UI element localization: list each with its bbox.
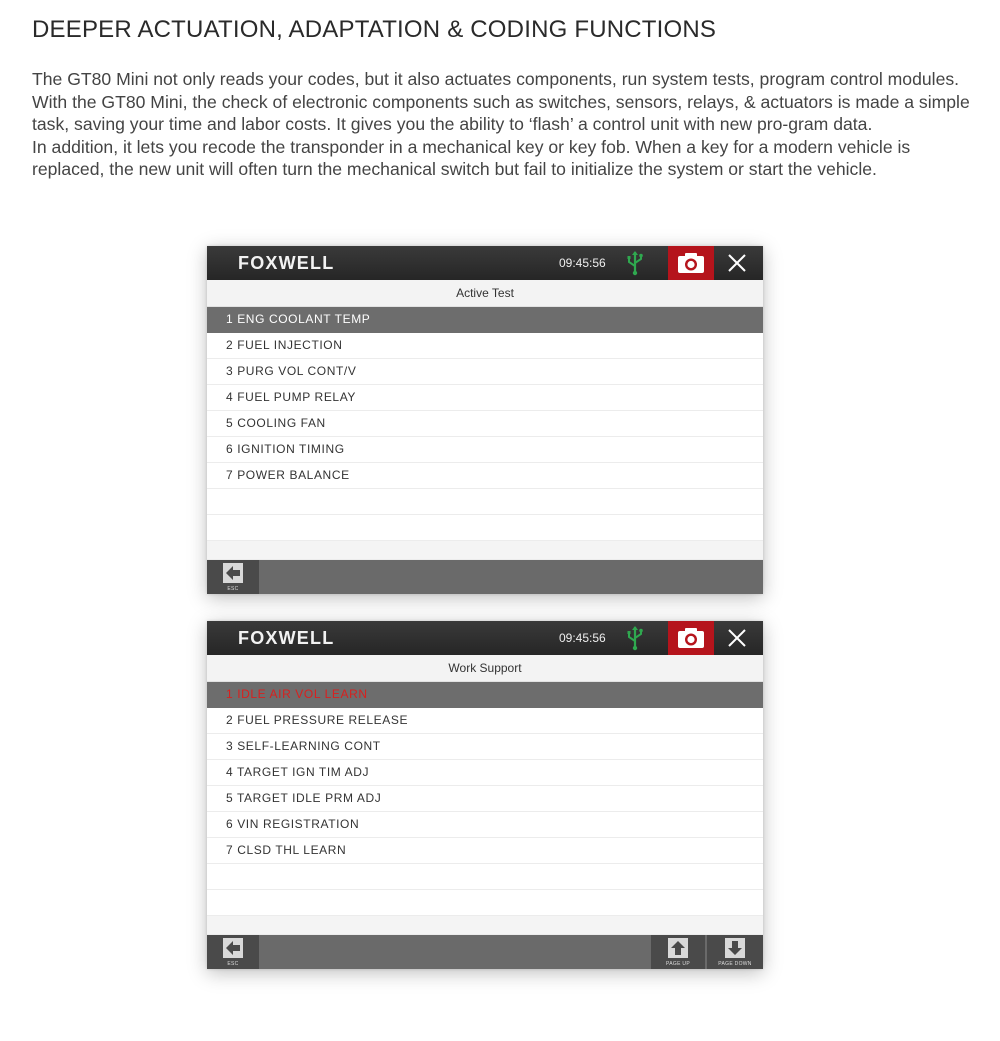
usb-icon bbox=[625, 250, 645, 276]
close-button[interactable] bbox=[725, 251, 749, 275]
usb-icon bbox=[625, 625, 645, 651]
esc-label: ESC bbox=[227, 961, 239, 967]
screenshot-button[interactable] bbox=[668, 246, 714, 280]
menu-item[interactable]: 2 FUEL PRESSURE RELEASE bbox=[207, 708, 763, 734]
menu-item[interactable]: 7 POWER BALANCE bbox=[207, 463, 763, 489]
esc-button[interactable] bbox=[207, 560, 259, 594]
arrow-down-icon bbox=[725, 938, 745, 958]
screenshot-button[interactable] bbox=[668, 621, 714, 655]
empty-row bbox=[207, 864, 763, 890]
esc-button[interactable] bbox=[207, 935, 259, 969]
empty-row bbox=[207, 916, 763, 935]
menu-item[interactable]: 5 TARGET IDLE PRM ADJ bbox=[207, 786, 763, 812]
close-icon bbox=[725, 251, 749, 275]
clock-time: 09:45:56 bbox=[559, 256, 606, 270]
intro-paragraph-2: In addition, it lets you recode the transponder in a mechanical key or key fob. When a key for a modern vehicle is replaced, the new unit will often turn the mechanical switch but fail to initialize the system or start the vehicle. bbox=[32, 136, 911, 179]
intro-paragraph-1: The GT80 Mini not only reads your codes, but it also actuates components, run system tests, program control modules. With the GT80 Mini, the check of electronic components such as switches, sensors, relays, & actuators is made a simple task, saving your time and labor costs. It gives you the ability to ‘flash’ a control unit with new pro-gram data. bbox=[32, 69, 970, 134]
menu-item[interactable]: 1 ENG COOLANT TEMP bbox=[207, 307, 763, 333]
arrow-up-icon bbox=[668, 938, 688, 958]
camera-icon bbox=[677, 627, 705, 649]
arrow-left-icon bbox=[223, 563, 243, 583]
device-footer bbox=[207, 935, 763, 969]
close-button[interactable] bbox=[725, 626, 749, 650]
empty-row bbox=[207, 515, 763, 541]
foxwell-logo: FOXWELL bbox=[238, 253, 335, 273]
menu-item[interactable]: 3 PURG VOL CONT/V bbox=[207, 359, 763, 385]
clock-time: 09:45:56 bbox=[559, 631, 606, 645]
page-down-label: PAGE DOWN bbox=[718, 961, 752, 967]
screen-title: Work Support bbox=[207, 655, 763, 682]
empty-row bbox=[207, 890, 763, 916]
menu-item[interactable]: 4 FUEL PUMP RELAY bbox=[207, 385, 763, 411]
device-screen-work-support bbox=[207, 621, 763, 969]
device-screen-active-test bbox=[207, 246, 763, 594]
menu-item[interactable]: 5 COOLING FAN bbox=[207, 411, 763, 437]
device-footer bbox=[207, 560, 763, 594]
intro-text bbox=[32, 68, 972, 181]
menu-item[interactable]: 7 CLSD THL LEARN bbox=[207, 838, 763, 864]
close-icon bbox=[725, 626, 749, 650]
empty-row bbox=[207, 489, 763, 515]
page-heading: DEEPER ACTUATION, ADAPTATION & CODING FUNCTIONS bbox=[32, 16, 717, 43]
menu-item[interactable]: 1 IDLE AIR VOL LEARN bbox=[207, 682, 763, 708]
menu-item[interactable]: 3 SELF-LEARNING CONT bbox=[207, 734, 763, 760]
arrow-left-icon bbox=[223, 938, 243, 958]
device-header bbox=[207, 621, 763, 655]
page-up-button[interactable] bbox=[651, 935, 705, 969]
empty-row bbox=[207, 541, 763, 560]
menu-item[interactable]: 4 TARGET IGN TIM ADJ bbox=[207, 760, 763, 786]
menu-item[interactable]: 2 FUEL INJECTION bbox=[207, 333, 763, 359]
menu-list bbox=[207, 682, 763, 935]
menu-item[interactable]: 6 IGNITION TIMING bbox=[207, 437, 763, 463]
foxwell-logo: FOXWELL bbox=[238, 628, 335, 648]
camera-icon bbox=[677, 252, 705, 274]
menu-list bbox=[207, 307, 763, 560]
page-up-label: PAGE UP bbox=[666, 961, 690, 967]
screen-title: Active Test bbox=[207, 280, 763, 307]
esc-label: ESC bbox=[227, 586, 239, 592]
menu-item[interactable]: 6 VIN REGISTRATION bbox=[207, 812, 763, 838]
device-header bbox=[207, 246, 763, 280]
page-down-button[interactable] bbox=[707, 935, 763, 969]
